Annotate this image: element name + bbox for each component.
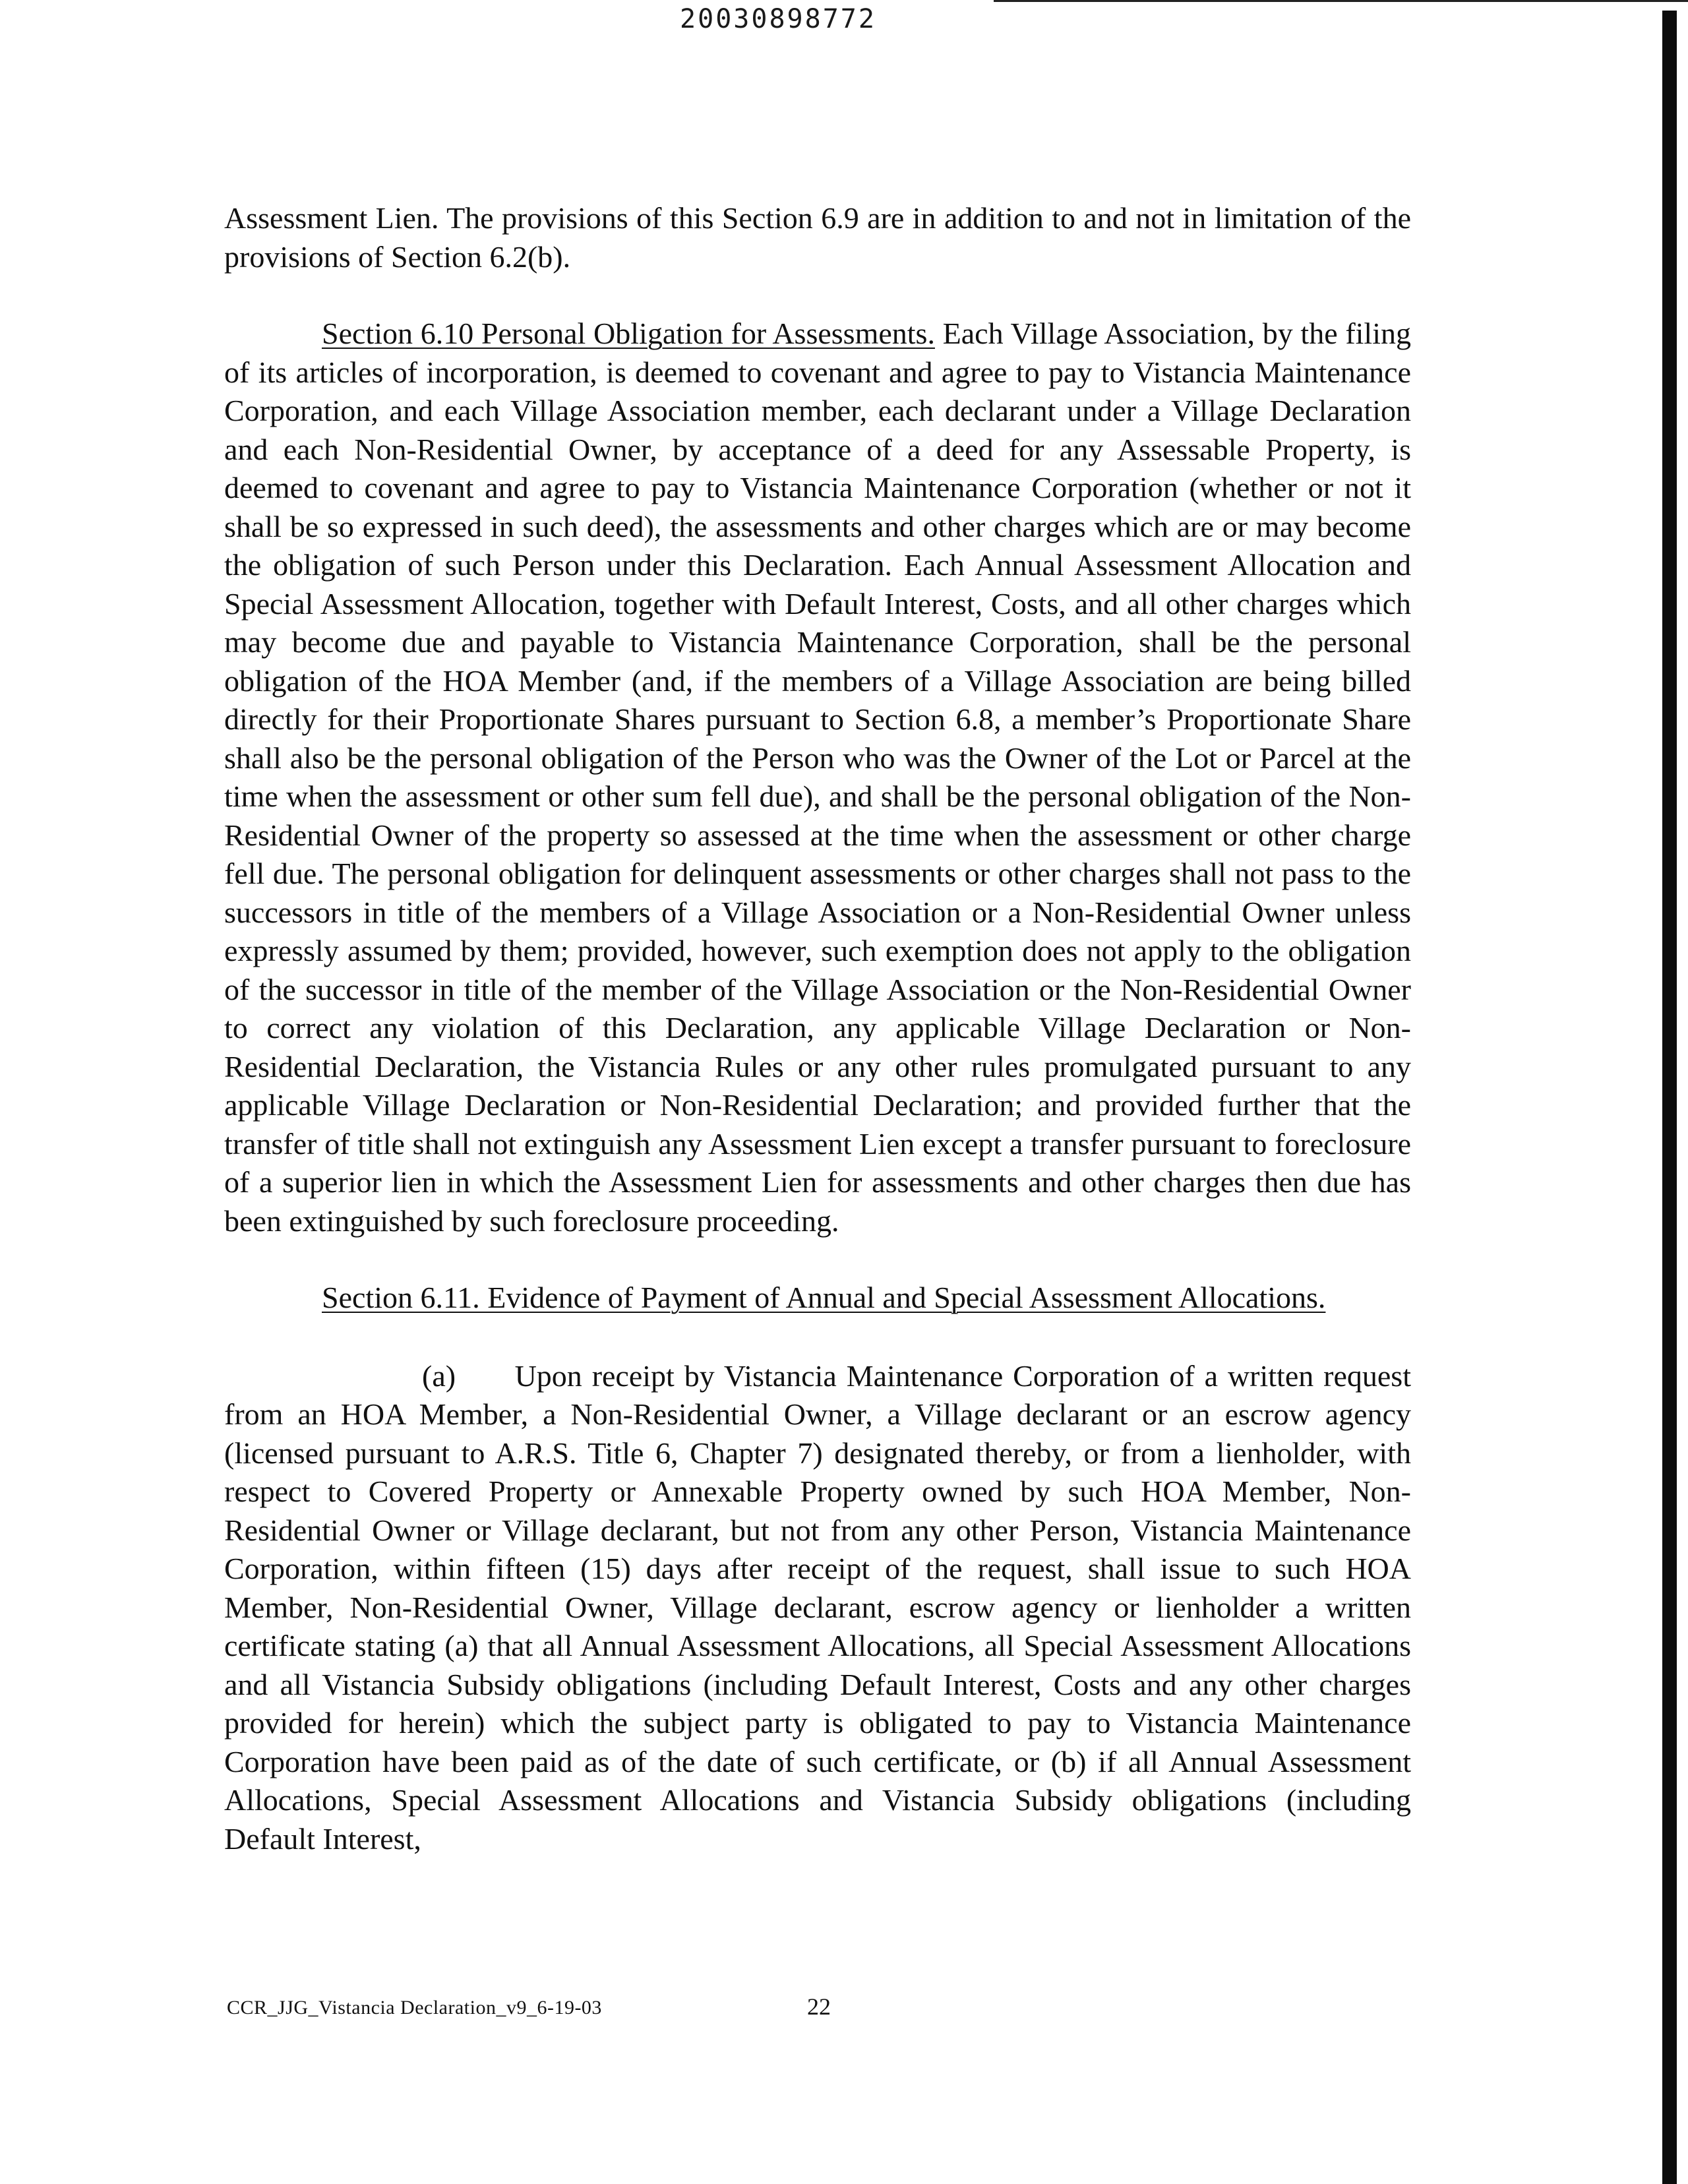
section-6-11-a-paragraph [224,1357,1411,1859]
paragraph-assessment-lien: Assessment Lien. The provisions of this Section 6.9 are in addition to and not in limitation of the provisions of Section 6.2(b). [224,201,1411,274]
section-6-11-heading: Section 6.11. Evidence of Payment of Annual and Special Assessment Allocations. [322,1281,1326,1314]
scan-right-edge [1662,11,1677,2184]
document-number-stamp: 20030898772 [680,4,876,34]
top-edge-rule [994,0,1688,2]
section-6-10-paragraph [224,315,1411,1240]
footer-file-reference: CCR_JJG_Vistancia Declaration_v9_6-19-03 [227,1997,602,2018]
section-6-11-heading-paragraph [224,1279,1411,1318]
section-6-10-body: Each Village Association, by the filing of its articles of incorporation, is deemed to covenant and agree to pay to Vistancia Maintenance Corporation, and each Village Association member, each declarant under a Village Declaration and each Non-Residential Owner, by acceptance of a deed for any Assessable Property, is deemed to covenant and agree to pay to Vistancia Maintenance Corporation (whether or not it shall be so expressed in such deed), the assessments and other charges which are or may become the obligation of such Person under this Declaration. Each Annual Assessment Allocation and Special Assessment Allocation, together with Default Interest, Costs, and all other charges which may become due and payable to Vistancia Maintenance Corporation, shall be the personal obligation of the HOA Member (and, if the members of a Village Association are being billed directly for their Proportionate Shares pursuant to Section 6.8, a member’s Proportionate Share shall also be the personal obligation of the Person who was the Owner of the Lot or Parcel at the time when the assessment or other sum fell due), and shall be the personal obligation of the Non-Residential Owner of the property so assessed at the time when the assessment or other charge fell due. The personal obligation for delinquent assessments or other charges shall not pass to the successors in title of the members of a Village Association or a Non-Residential Owner unless expressly assumed by them; provided, however, such exemption does not apply to the obligation of the successor in title of the member of the Village Association or the Non-Residential Owner to correct any violation of this Declaration, any applicable Village Declaration or Non-Residential Declaration, the Vistancia Rules or any other rules promulgated pursuant to any applicable Village Declaration or Non-Residential Declaration; and provided further that the transfer of title shall not extinguish any Assessment Lien except a transfer pursuant to foreclosure of a superior lien in which the Assessment Lien for assessments and other charges then due has been extinguished by such foreclosure proceeding. [224,317,1411,1238]
section-6-10-heading: Section 6.10 Personal Obligation for Assessments. [322,317,935,350]
document-body [224,199,1411,1858]
section-6-11-a-body: Upon receipt by Vistancia Maintenance Corporation of a written request from an HOA Member, a Non-Residential Owner, a Village declarant or an escrow agency (licensed pursuant to A.R.S. Title 6, Chapter 7) designated thereby, or from a lienholder, with respect to Covered Property or Annexable Property owned by such HOA Member, Non-Residential Owner or Village declarant, but not from any other Person, Vistancia Maintenance Corporation, within fifteen (15) days after receipt of the request, shall issue to such HOA Member, Non-Residential Owner, Village declarant, escrow agency or lienholder a written certificate stating (a) that all Annual Assessment Allocations, all Special Assessment Allocations and all Vistancia Subsidy obligations (including Default Interest, Costs and any other charges provided for herein) which the subject party is obligated to pay to Vistancia Maintenance Corporation have been paid as of the date of such certificate, or (b) if all Annual Assessment Allocations, Special Assessment Allocations and Vistancia Subsidy obligations (including Default Interest, [224,1358,1411,1856]
section-6-11-a-label: (a) [422,1358,456,1393]
footer-page-number: 22 [807,1993,831,2020]
